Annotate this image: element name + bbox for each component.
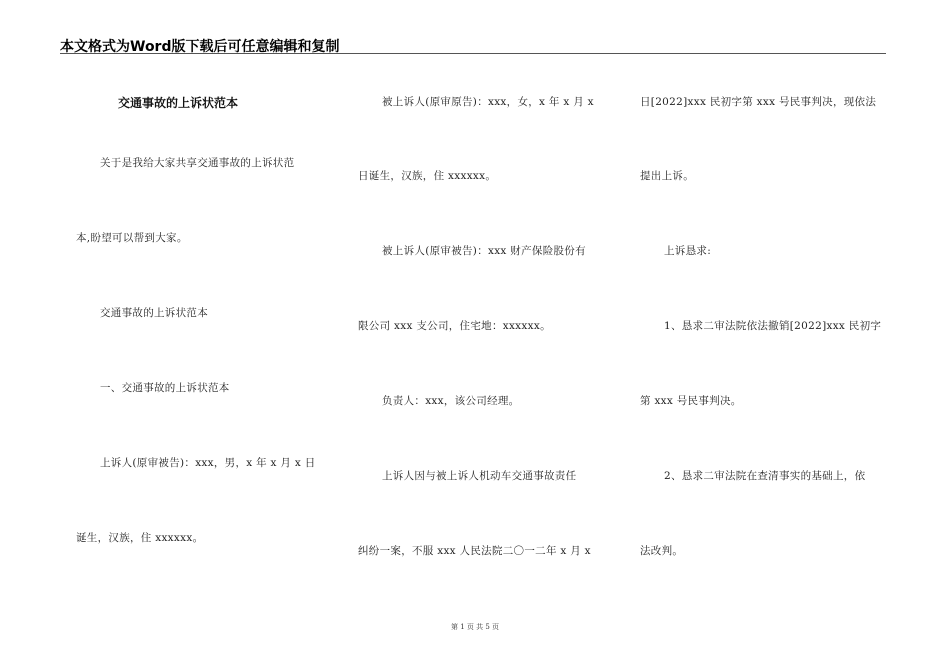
text-line: 第 xxx 号民事判决。 bbox=[640, 395, 742, 407]
text-line: 提出上诉。 bbox=[640, 170, 694, 182]
text-line: 诞生，汉族，住 xxxxxx。 bbox=[76, 532, 204, 544]
text-line: 限公司 xxx 支公司，住宅地：xxxxxx。 bbox=[358, 320, 551, 332]
text-line: 负责人：xxx，该公司经理。 bbox=[382, 395, 520, 407]
text-line: 日[2022]xxx 民初字第 xxx 号民事判决，现依法 bbox=[640, 96, 877, 108]
text-line: 关于是我给大家共享交通事故的上诉状范 bbox=[100, 157, 295, 169]
header-divider bbox=[60, 53, 886, 54]
text-line: 被上诉人(原审原告)：xxx，女，x 年 x 月 x bbox=[382, 96, 594, 108]
text-line: 本,盼望可以帮到大家。 bbox=[76, 232, 188, 244]
document-title: 交通事故的上诉状范本 bbox=[118, 96, 239, 110]
text-line: 1、恳求二审法院依法撤销[2022]xxx 民初字 bbox=[664, 320, 882, 332]
text-line: 交通事故的上诉状范本 bbox=[100, 307, 208, 319]
text-line: 被上诉人(原审被告)：xxx 财产保险股份有 bbox=[382, 245, 586, 257]
text-line: 一、交通事故的上诉状范本 bbox=[100, 382, 230, 394]
text-line: 法改判。 bbox=[640, 545, 684, 557]
text-line: 2、恳求二审法院在查清事实的基础上，依 bbox=[664, 470, 866, 482]
text-line: 日诞生，汉族，住 xxxxxx。 bbox=[358, 170, 497, 182]
page-number: 第 1 页 共 5 页 bbox=[450, 623, 500, 631]
text-line: 上诉人(原审被告)：xxx，男，x 年 x 月 x 日 bbox=[100, 457, 316, 469]
text-line: 纠纷一案，不服 xxx 人民法院二〇一二年 x 月 x bbox=[358, 545, 591, 557]
text-line: 上诉人因与被上诉人机动车交通事故责任 bbox=[382, 470, 577, 482]
text-line: 上诉恳求: bbox=[664, 245, 712, 257]
document-banner: 本文格式为Word版下载后可任意编辑和复制 bbox=[60, 39, 340, 55]
